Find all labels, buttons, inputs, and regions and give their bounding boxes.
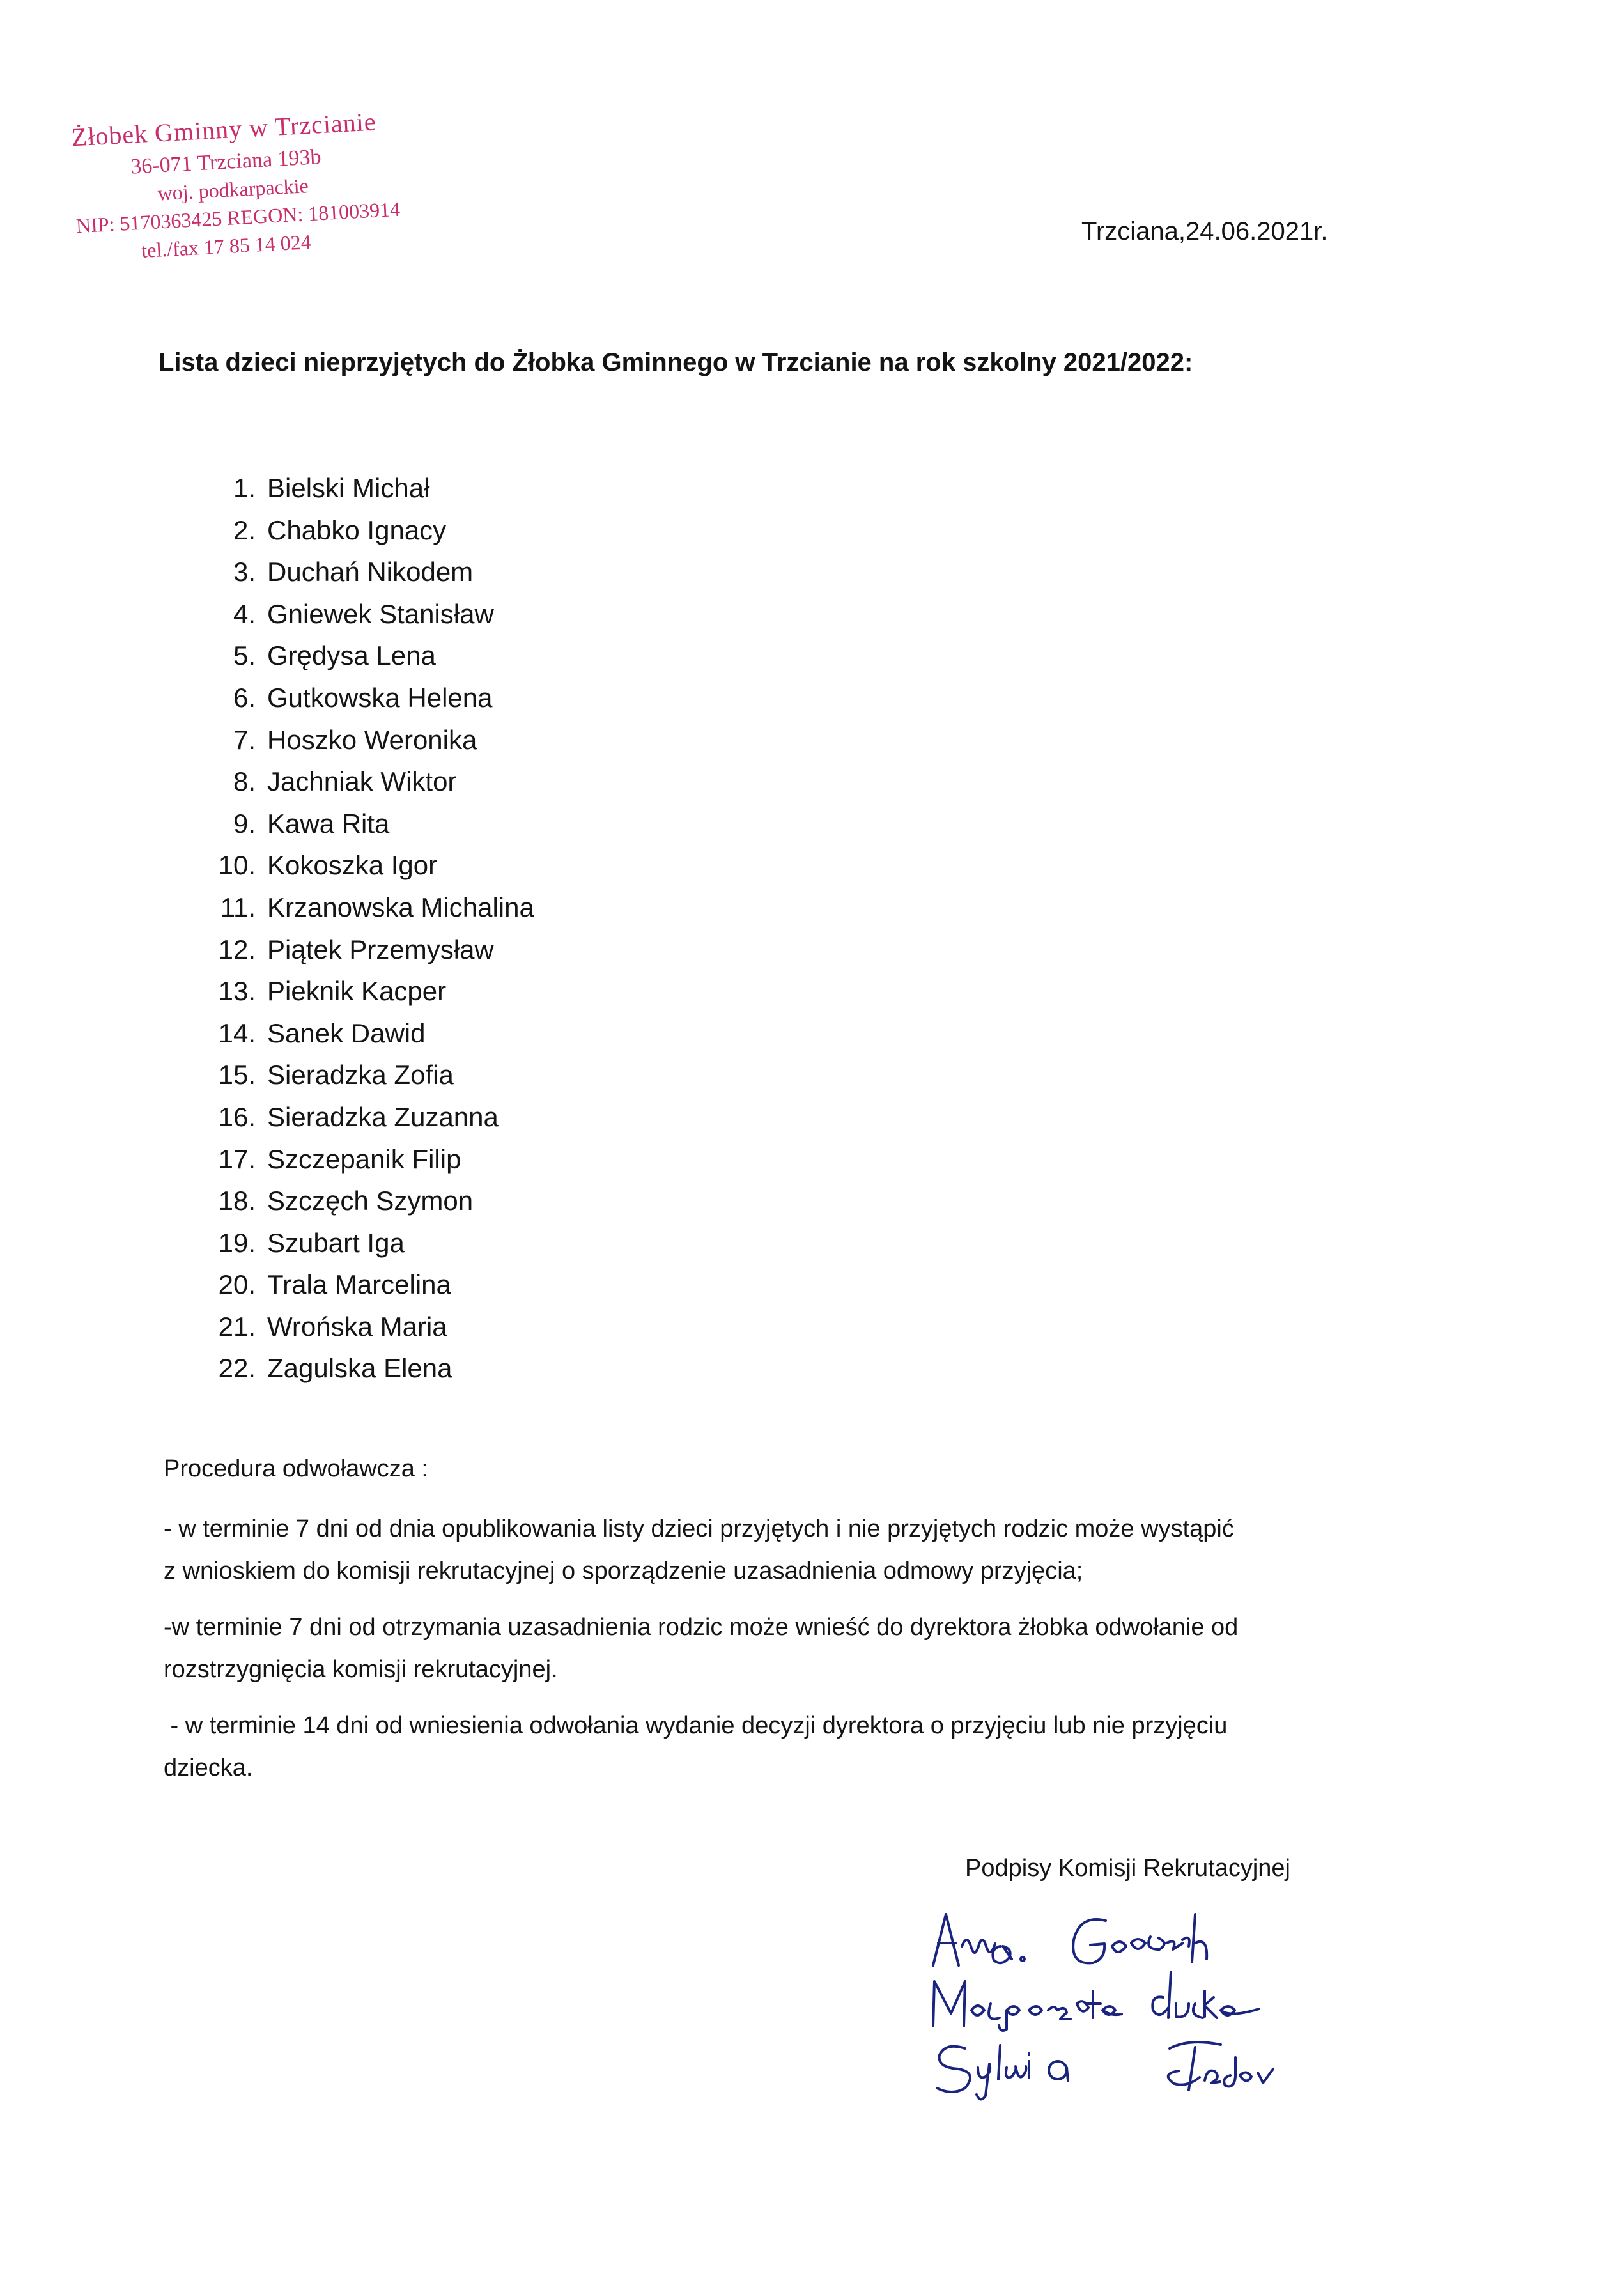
list-item (208, 765, 534, 807)
list-item (208, 1227, 534, 1269)
stamp-line: Żłobek Gminny w Trzcianie (70, 107, 377, 152)
list-item-number: 9. (233, 808, 256, 839)
list-item (208, 807, 534, 849)
list-item-name: Szczęch Szymon (267, 1186, 474, 1216)
list-item (208, 849, 534, 891)
list-item (208, 933, 534, 975)
document-title: Lista dzieci nieprzyjętych do Żłobka Gminnego w Trzcianie na rok szkolny 2021/2022: (159, 348, 1193, 376)
list-item (208, 598, 534, 640)
institution-stamp (64, 95, 456, 281)
list-item-name: Hoszko Weronika (267, 724, 477, 755)
list-item-number: 19. (218, 1227, 256, 1258)
list-item-number: 10. (218, 850, 256, 881)
signatures-caption: Podpisy Komisji Rekrutacyjnej (965, 1855, 1290, 1882)
procedure-heading: Procedura odwoławcza : (164, 1455, 428, 1482)
procedure-line: dziecka. (164, 1754, 253, 1781)
list-item-name: Sanek Dawid (267, 1018, 426, 1048)
list-item-name: Trala Marcelina (267, 1269, 451, 1300)
handwritten-signatures (920, 1908, 1406, 2112)
list-item-number: 12. (218, 934, 256, 964)
list-item-number: 16. (218, 1101, 256, 1132)
list-item-name: Gniewek Stanisław (267, 598, 494, 629)
list-item-name: Jachniak Wiktor (267, 766, 457, 797)
list-item-number: 2. (233, 515, 256, 545)
procedure-paragraph (164, 1705, 1442, 1789)
procedure-line: - w terminie 7 dni od dnia opublikowania listy dzieci przyjętych i nie przyjętych rodzic może wystąpić (164, 1515, 1234, 1542)
list-item-number: 1. (233, 473, 256, 503)
list-item-name: Wrońska Maria (267, 1311, 447, 1342)
signature-3 (937, 2042, 1273, 2099)
list-item-name: Zagulska Elena (267, 1353, 452, 1384)
list-item (208, 555, 534, 598)
list-item (208, 1268, 534, 1310)
list-item-name: Gutkowska Helena (267, 682, 493, 713)
appeal-procedure (164, 1448, 1442, 1803)
list-item-name: Szczepanik Filip (267, 1143, 461, 1174)
list-item-number: 18. (218, 1186, 256, 1216)
list-item (208, 1017, 534, 1059)
list-item (208, 975, 534, 1017)
list-item (208, 1058, 534, 1101)
signature-2 (933, 1972, 1259, 2031)
list-item (208, 472, 534, 514)
list-item-name: Szubart Iga (267, 1227, 405, 1258)
list-item-number: 3. (233, 557, 256, 587)
list-item-number: 14. (218, 1018, 256, 1048)
procedure-line: rozstrzygnięcia komisji rekrutacyjnej. (164, 1656, 558, 1683)
list-item-name: Krzanowska Michalina (267, 892, 534, 922)
document-date: Trzciana,24.06.2021r. (1081, 217, 1328, 245)
list-item-name: Pieknik Kacper (267, 976, 447, 1007)
list-item-number: 7. (233, 724, 256, 755)
list-item-name: Kokoszka Igor (267, 850, 438, 881)
list-item-number: 5. (233, 640, 256, 671)
list-item-name: Sieradzka Zofia (267, 1060, 454, 1090)
list-item (208, 1101, 534, 1143)
procedure-paragraph (164, 1606, 1442, 1691)
procedure-line: - w terminie 14 dni od wniesienia odwołania wydanie decyzji dyrektora o przyjęciu lub nie przyjęciu (164, 1712, 1228, 1739)
list-item-number: 6. (233, 682, 256, 713)
list-item-number: 20. (218, 1269, 256, 1300)
list-item-number: 21. (218, 1311, 256, 1342)
procedure-line: -w terminie 7 dni od otrzymania uzasadnienia rodzic może wnieść do dyrektora żłobka odwołanie od (164, 1614, 1239, 1641)
list-item (208, 891, 534, 933)
signature-1 (933, 1914, 1207, 1965)
list-item-name: Duchań Nikodem (267, 557, 474, 587)
list-item-number: 4. (233, 598, 256, 629)
list-item-number: 13. (218, 976, 256, 1007)
children-list (208, 472, 534, 1394)
stamp-line: woj. podkarpackie (157, 174, 309, 205)
list-item-number: 22. (218, 1353, 256, 1384)
list-item (208, 1184, 534, 1227)
list-item-name: Bielski Michał (267, 473, 430, 503)
list-item-number: 17. (218, 1143, 256, 1174)
list-item-name: Piątek Przemysław (267, 934, 494, 964)
list-item-number: 11. (220, 892, 256, 922)
stamp-line: tel./fax 17 85 14 024 (141, 230, 312, 262)
list-item (208, 514, 534, 556)
list-item-name: Kawa Rita (267, 808, 390, 839)
stamp-line: 36-071 Trzciana 193b (130, 145, 322, 179)
list-item-name: Sieradzka Zuzanna (267, 1101, 499, 1132)
list-item-name: Chabko Ignacy (267, 515, 447, 545)
procedure-line: z wnioskiem do komisji rekrutacyjnej o sporządzenie uzasadnienia odmowy przyjęcia; (164, 1558, 1083, 1584)
stamp-line: NIP: 5170363425 REGON: 181003914 (75, 197, 401, 238)
list-item (208, 724, 534, 766)
list-item-number: 15. (218, 1060, 256, 1090)
list-item (208, 639, 534, 681)
list-item (208, 1310, 534, 1352)
list-item (208, 1143, 534, 1185)
list-item-number: 8. (233, 766, 256, 797)
list-item-name: Grędysa Lena (267, 640, 436, 671)
list-item (208, 1352, 534, 1394)
list-item (208, 681, 534, 724)
procedure-paragraph (164, 1508, 1442, 1592)
